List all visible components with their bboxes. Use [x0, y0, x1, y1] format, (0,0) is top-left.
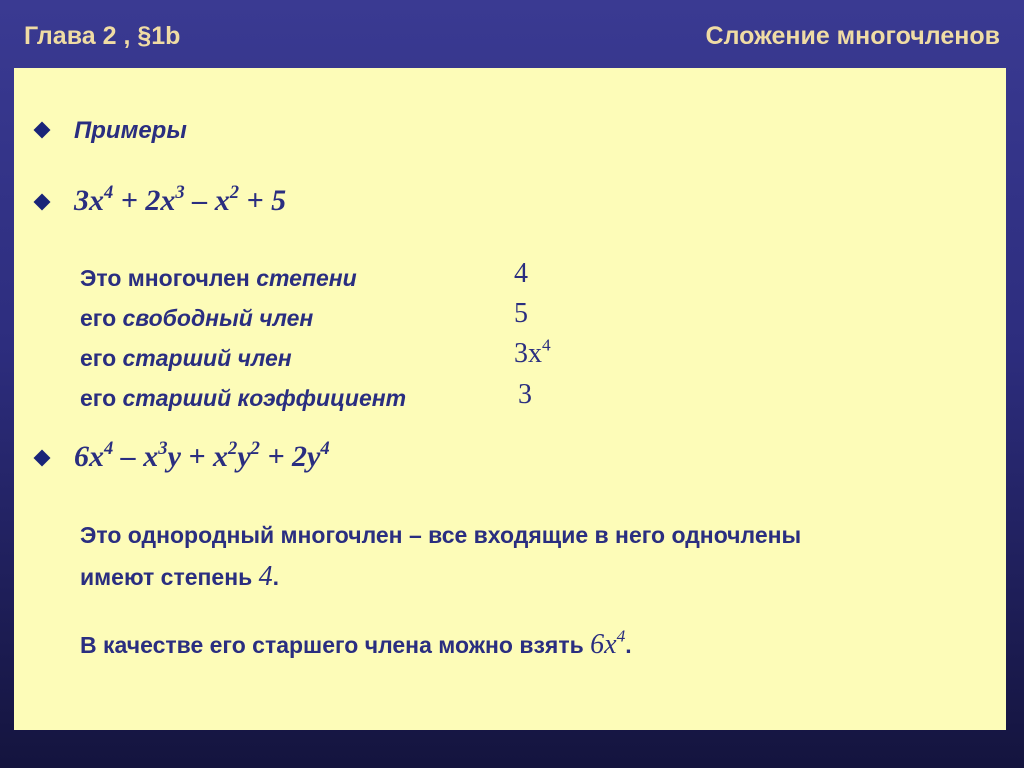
- poly2-term: y: [237, 440, 251, 473]
- value-exponent: 4: [542, 335, 551, 355]
- property-leading-term-value: [514, 335, 551, 370]
- content-panel: [14, 68, 1006, 730]
- poly2-exponent: 4: [320, 437, 330, 459]
- poly1-term: + 5: [239, 184, 287, 217]
- homogeneous-line-1: Это однородный многочлен – все входящие в него одночлены: [80, 522, 802, 548]
- examples-heading: Примеры: [74, 117, 187, 144]
- homogeneous-degree-value: 4: [258, 561, 273, 592]
- poly2-term: y + x: [167, 440, 229, 473]
- poly2-exponent: 2: [228, 437, 238, 459]
- poly2-exponent: 3: [158, 437, 168, 459]
- property-prefix: Это многочлен: [80, 265, 257, 291]
- diamond-bullet-icon: [34, 450, 51, 467]
- homogeneous-line-2: [80, 558, 279, 596]
- topic-title: Сложение многочленов: [705, 22, 1000, 50]
- leading-text: В качестве его старшего члена можно взять: [80, 632, 591, 658]
- property-prefix: его: [80, 305, 123, 331]
- leading-exponent: 4: [616, 626, 626, 646]
- property-degree: [80, 265, 357, 292]
- homogeneous-period: .: [272, 564, 280, 590]
- polynomial-2: [74, 437, 330, 474]
- diamond-bullet-icon: [34, 122, 51, 139]
- property-term: старший член: [122, 345, 292, 371]
- poly1-exponent: 3: [175, 181, 185, 203]
- property-leading-coefficient: [80, 385, 406, 412]
- property-term: свободный член: [122, 305, 314, 331]
- poly2-term: – x: [113, 440, 159, 473]
- poly1-exponent: 2: [229, 181, 239, 203]
- poly2-term: + 2y: [259, 440, 321, 473]
- property-leading-coefficient-value: [518, 379, 532, 411]
- poly2-term: 6x: [74, 440, 104, 473]
- poly1-term: 3x: [74, 184, 104, 217]
- leading-value: 6x: [590, 629, 617, 660]
- diamond-bullet-icon: [34, 194, 51, 211]
- poly1-exponent: 4: [104, 181, 114, 203]
- property-term: старший коэффициент: [122, 385, 407, 411]
- property-free-term: [80, 305, 313, 332]
- property-free-term-value: [514, 298, 528, 330]
- property-degree-value: [514, 258, 528, 290]
- value-text: 3: [518, 379, 532, 410]
- value-text: 3x: [514, 338, 542, 369]
- poly1-term: – x: [184, 184, 230, 217]
- poly2-exponent: 4: [104, 437, 114, 459]
- chapter-title: Глава 2 , §1b: [24, 22, 181, 50]
- value-text: 5: [514, 298, 528, 329]
- property-leading-term: [80, 345, 292, 372]
- polynomial-1: [74, 181, 287, 218]
- leading-period: .: [625, 632, 632, 658]
- property-prefix: его: [80, 385, 123, 411]
- property-term: степени: [256, 265, 357, 291]
- property-prefix: его: [80, 345, 123, 371]
- leading-term-line: [80, 626, 632, 664]
- homogeneous-text: имеют степень: [80, 564, 259, 590]
- value-text: 4: [514, 258, 528, 289]
- poly1-term: + 2x: [113, 184, 176, 217]
- poly2-exponent: 2: [250, 437, 260, 459]
